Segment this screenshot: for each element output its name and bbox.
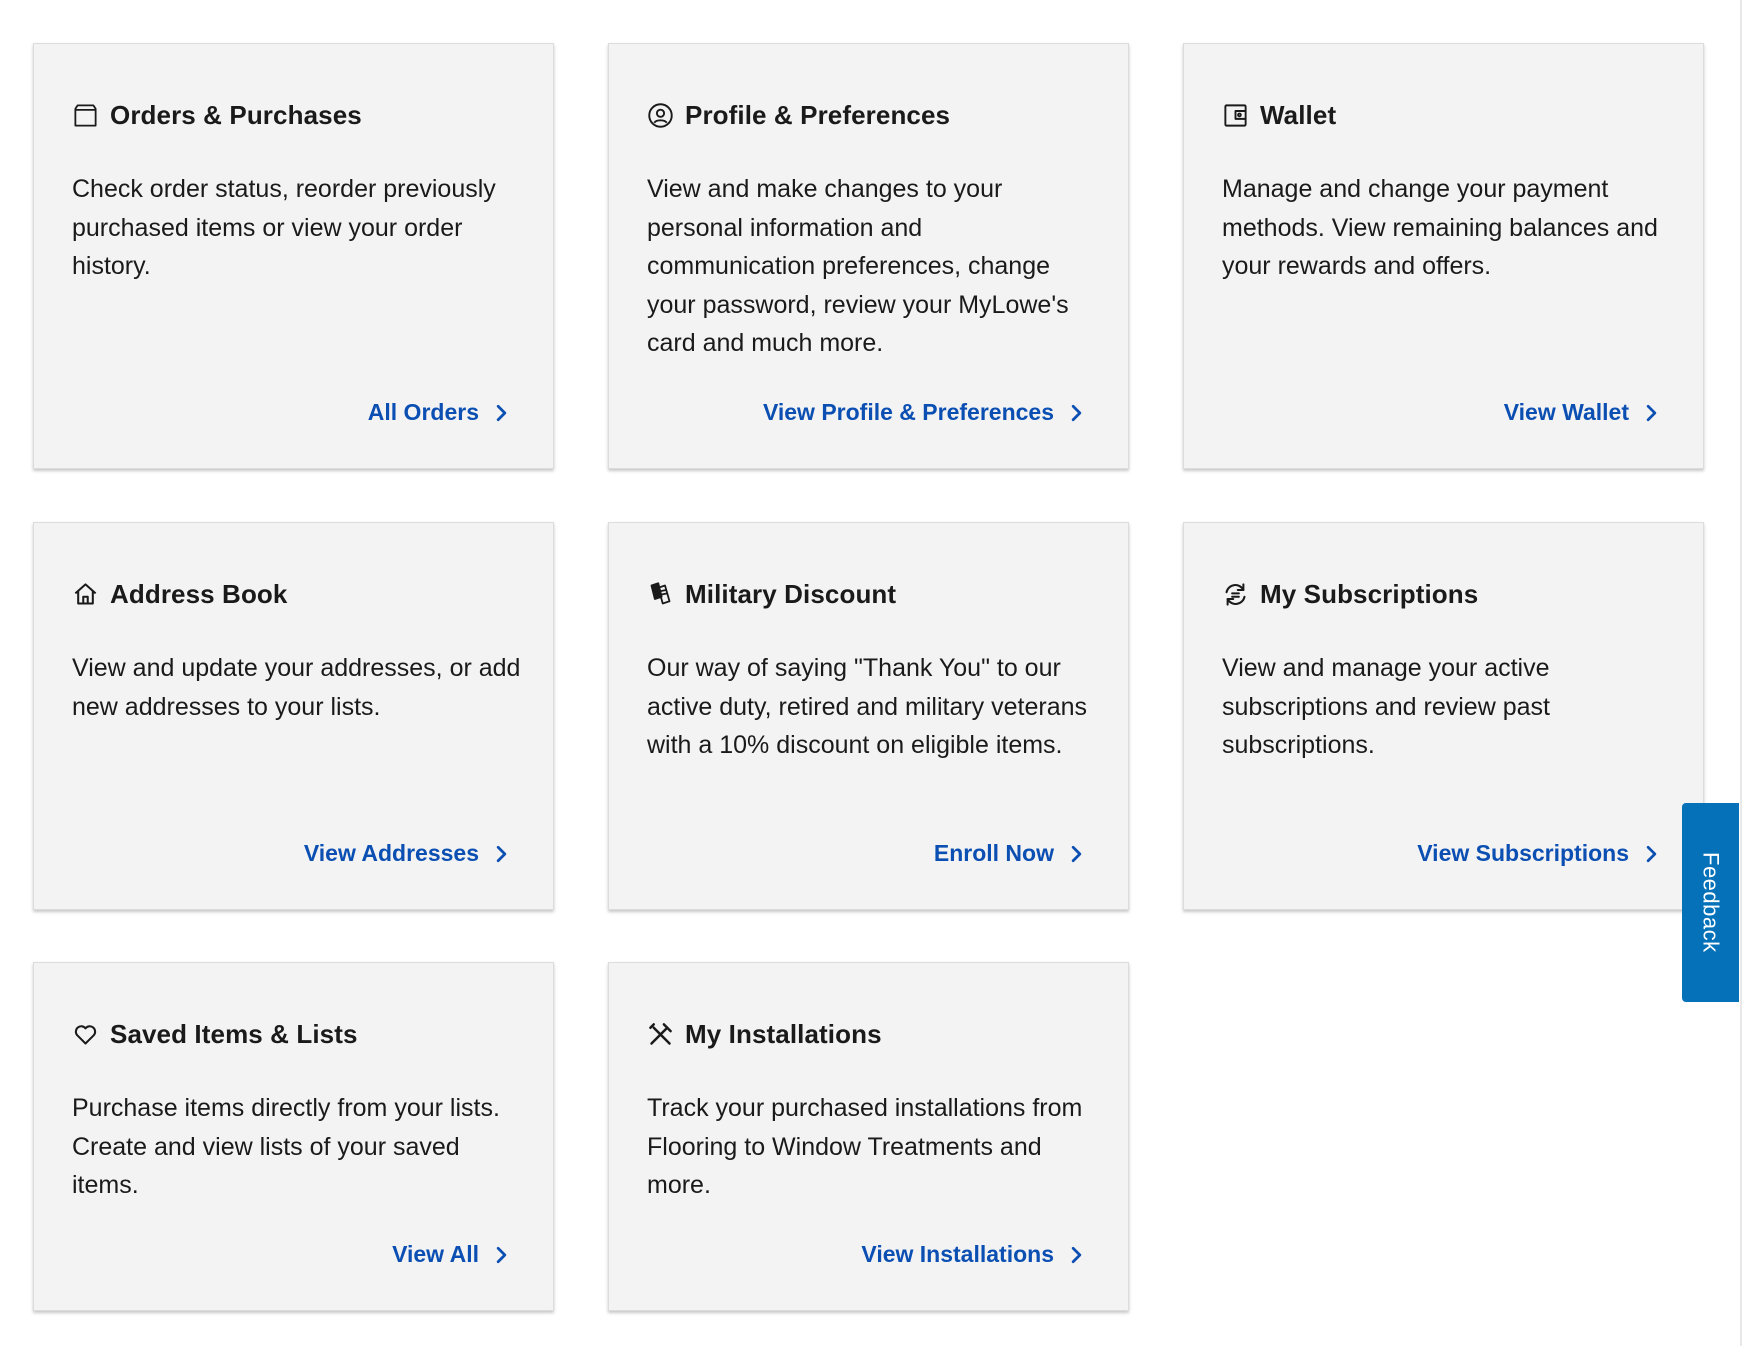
card-installations [608, 962, 1129, 1311]
chevron-right-icon [1070, 844, 1086, 864]
dog-tags-icon [646, 580, 674, 608]
card-header [646, 579, 896, 609]
link-label: View Addresses [303, 840, 479, 866]
card-title: Orders & Purchases [110, 99, 362, 130]
link-label: View Profile & Preferences [762, 399, 1054, 425]
user-circle-icon [646, 101, 674, 129]
card-title: Address Book [110, 578, 288, 609]
card-title: My Installations [685, 1018, 882, 1049]
link-label: View Subscriptions [1417, 840, 1629, 866]
card-header [646, 100, 950, 130]
card-description: Check order status, reorder previously purchased items or view your order history. [72, 175, 496, 280]
card-header [646, 1019, 882, 1049]
all-orders-link[interactable] [368, 399, 511, 426]
chevron-right-icon [1645, 844, 1661, 864]
subscription-refresh-icon [1221, 580, 1249, 608]
card-title: Saved Items & Lists [110, 1018, 358, 1049]
card-profile [608, 43, 1129, 469]
link-label: All Orders [367, 399, 479, 425]
chevron-right-icon [495, 403, 511, 423]
tools-icon [646, 1020, 674, 1048]
card-title: My Subscriptions [1260, 578, 1479, 609]
view-profile-link[interactable] [763, 399, 1086, 426]
feedback-tab[interactable] [1682, 803, 1739, 1002]
card-subscriptions [1183, 522, 1704, 910]
card-wallet [1183, 43, 1704, 469]
card-description: View and make changes to your personal information and communication preferences, change your password, review your MyLowe's card and much more. [647, 175, 1069, 357]
card-description: View and update your addresses, or add new addresses to your lists. [72, 654, 521, 721]
card-header [1221, 100, 1336, 130]
home-icon [71, 580, 99, 608]
link-label: Enroll Now [933, 840, 1054, 866]
chevron-right-icon [495, 1245, 511, 1265]
card-description: Manage and change your payment methods. View remaining balances and your rewards and offers. [1222, 175, 1658, 280]
wallet-icon [1221, 101, 1249, 129]
view-wallet-link[interactable] [1504, 399, 1661, 426]
chevron-right-icon [495, 844, 511, 864]
card-military-discount [608, 522, 1129, 910]
card-description: Purchase items directly from your lists. Create and view lists of your saved items. [72, 1094, 500, 1199]
card-title: Wallet [1260, 99, 1337, 130]
chevron-right-icon [1070, 403, 1086, 423]
card-description: Track your purchased installations from Flooring to Window Treatments and more. [647, 1094, 1083, 1199]
box-icon [71, 101, 99, 129]
card-title: Profile & Preferences [685, 99, 951, 130]
view-addresses-link[interactable] [304, 840, 511, 867]
chevron-right-icon [1070, 1245, 1086, 1265]
heart-icon [71, 1020, 99, 1048]
feedback-label: Feedback [1698, 852, 1724, 953]
link-label: View All [392, 1241, 479, 1267]
chevron-right-icon [1645, 403, 1661, 423]
enroll-now-link[interactable] [934, 840, 1086, 867]
card-description: View and manage your active subscriptions and review past subscriptions. [1222, 654, 1550, 759]
card-header [71, 100, 362, 130]
card-header [71, 579, 287, 609]
card-address-book [33, 522, 554, 910]
card-header [1221, 579, 1478, 609]
card-orders [33, 43, 554, 469]
card-header [71, 1019, 358, 1049]
view-subscriptions-link[interactable] [1417, 840, 1661, 867]
view-all-link[interactable] [392, 1241, 511, 1268]
card-saved-items [33, 962, 554, 1311]
link-label: View Installations [861, 1241, 1054, 1267]
card-description: Our way of saying "Thank You" to our active duty, retired and military veterans with a 10% discount on eligible items. [647, 654, 1088, 759]
view-installations-link[interactable] [861, 1241, 1086, 1268]
card-title: Military Discount [685, 578, 897, 609]
link-label: View Wallet [1503, 399, 1629, 425]
